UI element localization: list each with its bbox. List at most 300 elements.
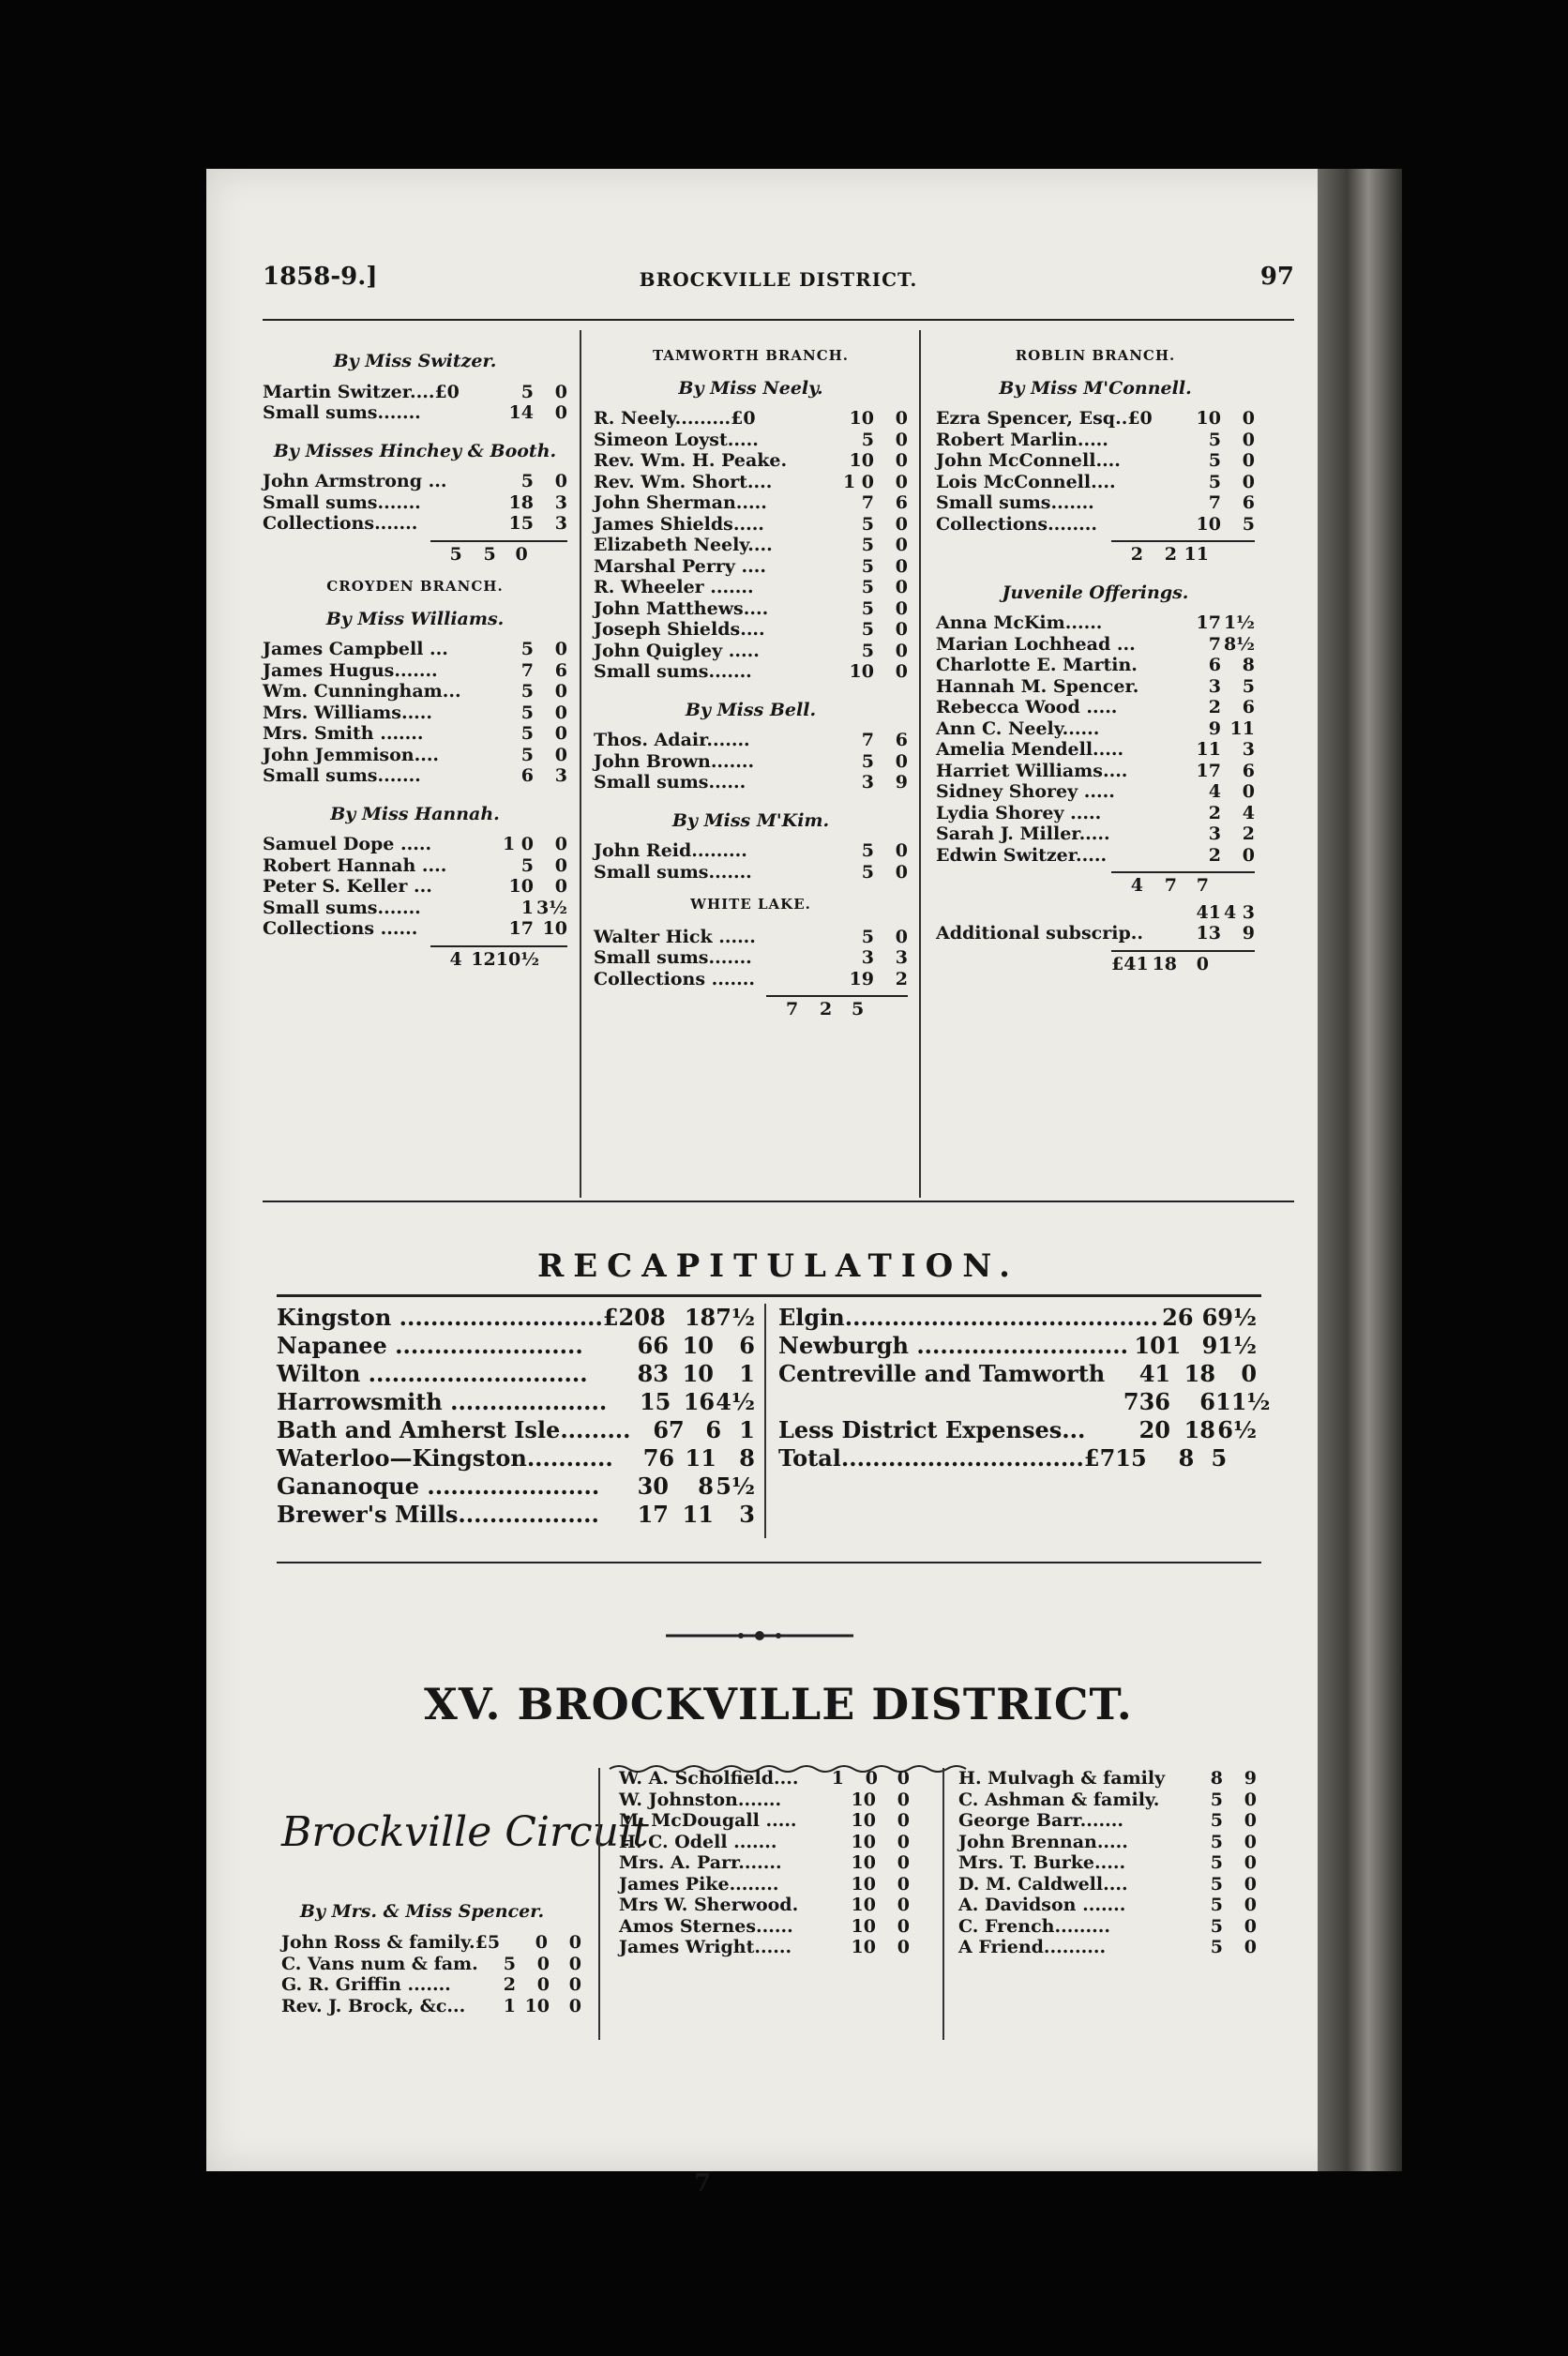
entry-amount: 5 <box>861 840 874 861</box>
entry-amount: 0 <box>554 744 567 765</box>
entry-row <box>619 1832 910 1853</box>
entry-name: Mrs W. Sherwood. <box>619 1895 799 1915</box>
entry-amount: 8 <box>1210 1768 1223 1789</box>
entry-name: Total...............................£715 <box>778 1444 1147 1472</box>
entry-name: Marian Lochhead ... <box>936 633 1136 655</box>
entry-name: John Quigley ..... <box>594 640 760 661</box>
entry-amount: 0 <box>895 577 908 597</box>
recap-row <box>277 1360 755 1388</box>
entry-amount: 5 <box>1210 1831 1223 1852</box>
collector-heading: By Miss M'Kim. <box>671 809 830 831</box>
entry-amount: 11 <box>682 1501 714 1528</box>
entry-name: George Barr....... <box>958 1810 1123 1831</box>
collector-heading: By Miss Bell. <box>685 699 817 720</box>
entry-amount: 10 <box>542 918 567 939</box>
entry-row <box>594 661 908 683</box>
entry-amount: 10 <box>1196 513 1221 535</box>
entry-amount: 0 <box>897 1831 910 1852</box>
recap-row <box>277 1501 755 1529</box>
entry-amount: 0 <box>895 535 908 555</box>
entry-amount: 0 <box>895 661 908 682</box>
entry-row <box>594 947 908 969</box>
entry-row <box>619 1937 910 1958</box>
entry-amount: 6 <box>520 765 534 786</box>
entry-amount: 0 <box>536 1953 550 1974</box>
entry-row <box>263 876 567 898</box>
entry-amount: 5 <box>520 744 534 765</box>
entry-name: M. McDougall ..... <box>619 1810 797 1831</box>
entry-amount: 5 <box>861 429 874 450</box>
entry-amount: 736 <box>1123 1388 1170 1415</box>
entry-name: Waterloo—Kingston........... <box>277 1444 613 1472</box>
entry-amount: 5 <box>1208 450 1221 471</box>
entry-amount: 0 <box>554 834 567 854</box>
entry-amount: 7½ <box>716 1304 755 1331</box>
entry-amount: 5 <box>1208 471 1221 492</box>
subtotal-amount: 5 <box>449 543 462 565</box>
entry-row <box>594 598 908 620</box>
entry-row <box>263 834 567 855</box>
entry-row <box>594 751 908 773</box>
entry-amount: 6 <box>1242 760 1255 781</box>
entry-name: H. C. Odell ....... <box>619 1831 777 1852</box>
entry-amount: 8 <box>739 1444 755 1472</box>
entry-name: R. Wheeler ....... <box>594 577 754 597</box>
entry-amount: 9 <box>1242 923 1255 944</box>
entry-row <box>594 450 908 472</box>
entry-amount: 7 <box>1208 492 1221 513</box>
entry-amount: 11½ <box>1215 1388 1271 1415</box>
entry-amount: 10 <box>851 1895 876 1915</box>
entry-amount: 83 <box>637 1360 669 1387</box>
collector-heading: Juvenile Offerings. <box>1002 581 1189 603</box>
entry-amount: 9 <box>895 772 908 793</box>
entry-amount: 5 <box>1210 1937 1223 1957</box>
subtotal-row <box>1111 540 1255 566</box>
entry-amount: 10 <box>851 1915 876 1937</box>
entry-amount: 3 <box>1208 823 1221 844</box>
entry-amount: 10 <box>508 876 534 897</box>
entry-name: Hannah M. Spencer. <box>936 675 1139 697</box>
entry-amount: 15 <box>508 513 534 534</box>
entry-row <box>594 772 908 793</box>
recap-row <box>778 1444 1257 1472</box>
entry-amount: 0 <box>895 429 908 450</box>
entry-name: Ezra Spencer, Esq..£0 <box>936 408 1153 429</box>
entry-amount: 0 <box>865 1768 878 1789</box>
column-1 <box>263 340 567 975</box>
entry-row <box>263 723 567 745</box>
entry-name: G. R. Griffin ....... <box>281 1974 451 1995</box>
recap-row <box>778 1416 1257 1444</box>
subtotal-amount: 2 <box>1130 544 1143 565</box>
subtotal-amount: 7 <box>786 999 799 1019</box>
entry-amount: 3 <box>739 1501 755 1528</box>
entry-row <box>958 1768 1257 1790</box>
entry-amount: 3 <box>861 947 874 968</box>
entry-row <box>619 1874 910 1895</box>
entry-amount: 5 <box>520 702 534 723</box>
entry-row <box>619 1852 910 1874</box>
entry-amount: 0 <box>554 854 567 876</box>
entry-amount: 3 <box>554 765 567 786</box>
circuit-divider <box>942 1768 944 2040</box>
entry-amount: 7 <box>861 492 874 513</box>
entry-amount: 0 <box>1242 429 1255 450</box>
entry-name: John Sherman..... <box>594 492 767 513</box>
entry-row <box>281 1974 581 1996</box>
entry-row <box>936 781 1255 803</box>
recap-top-rule <box>277 1294 1261 1297</box>
subtotal-amount: £41 <box>1111 953 1149 974</box>
entry-name: Mrs. Smith ....... <box>263 723 424 744</box>
recap-row <box>277 1388 755 1416</box>
subtotal-amount: 10½ <box>495 948 540 970</box>
entry-row <box>594 927 908 948</box>
entry-amount: 1 0 <box>502 834 534 854</box>
entry-amount: 17 <box>637 1501 669 1528</box>
subtotal-row <box>1111 950 1255 975</box>
entry-amount: 0 <box>554 723 567 744</box>
entry-name: John Armstrong ... <box>263 471 447 491</box>
entry-amount: 8 <box>698 1472 714 1500</box>
entry-amount: 5 <box>861 555 874 577</box>
entry-row <box>263 660 567 682</box>
entry-row <box>594 577 908 598</box>
recap-row <box>277 1444 755 1472</box>
subtotal-amount: 7 <box>1164 875 1177 896</box>
entry-amount: 66 <box>637 1332 669 1359</box>
entry-amount: 67 <box>653 1416 685 1443</box>
entry-amount: 0 <box>1244 1789 1257 1810</box>
subtotal-amount: 11 <box>1184 544 1209 565</box>
entry-amount: 10 <box>849 408 874 429</box>
entry-amount: 6½ <box>1217 1416 1257 1443</box>
recap-row <box>277 1472 755 1501</box>
entry-amount: 6 <box>1242 697 1255 717</box>
entry-name: Small sums....... <box>594 947 752 968</box>
entry-name: Thos. Adair....... <box>594 730 750 750</box>
entry-amount: 0 <box>554 876 567 897</box>
entry-name: Small sums....... <box>263 402 421 423</box>
entry-row <box>619 1810 910 1832</box>
entry-name: John McConnell.... <box>936 450 1121 471</box>
entry-amount: 18 <box>508 491 534 513</box>
entry-amount: 0 <box>1244 1915 1257 1937</box>
entry-amount: 0 <box>568 1974 581 1995</box>
entry-amount: 0 <box>895 597 908 619</box>
entry-amount: 0 <box>1244 1937 1257 1957</box>
collector-heading: By Miss Neely. <box>678 377 823 399</box>
entry-row <box>936 697 1255 718</box>
entry-amount: 0 <box>897 1768 910 1789</box>
entry-name: Napanee ........................ <box>277 1332 583 1359</box>
entry-amount: 5 <box>1210 1895 1223 1915</box>
entry-amount: 7 <box>520 659 534 681</box>
entry-name: John Jemmison.... <box>263 744 440 765</box>
entry-amount: 5 <box>1210 1915 1223 1937</box>
entry-row <box>263 702 567 724</box>
entry-amount: 26 <box>1162 1304 1194 1331</box>
entry-amount: 10 <box>682 1332 714 1359</box>
collector-heading: By Miss Hannah. <box>330 803 500 824</box>
entry-row <box>594 969 908 990</box>
entry-name: A. Davidson ....... <box>958 1895 1126 1915</box>
entry-amount: 5 <box>861 861 874 883</box>
entry-amount: 18 <box>1184 1360 1216 1387</box>
entry-name: Lydia Shorey ..... <box>936 802 1102 823</box>
entry-amount: 13 <box>1196 923 1221 944</box>
entry-amount: 18 <box>684 1304 716 1331</box>
entry-amount: 5 <box>861 750 874 772</box>
recap-row <box>778 1332 1257 1360</box>
entry-name: James Campbell ... <box>263 639 448 659</box>
entry-row <box>619 1895 910 1916</box>
entry-name: Mrs. T. Burke..... <box>958 1852 1126 1873</box>
entry-name: Elgin........................................ <box>778 1304 1158 1331</box>
entry-row <box>958 1852 1257 1874</box>
branch-heading: WHITE LAKE. <box>690 896 811 913</box>
entry-row <box>263 745 567 766</box>
entry-row <box>936 492 1255 514</box>
circuit-column-3 <box>958 1768 1257 1958</box>
entry-amount: 5 <box>1242 513 1255 535</box>
recap-row <box>778 1360 1257 1388</box>
entry-amount: 0 <box>897 1789 910 1810</box>
entry-amount: 0 <box>895 619 908 640</box>
entry-row <box>936 761 1255 782</box>
entry-amount: 0 <box>1242 844 1255 866</box>
entry-amount: 0 <box>1244 1873 1257 1895</box>
entry-amount: 2 <box>1208 844 1221 866</box>
entry-amount: 10 <box>524 1995 550 2016</box>
entry-name: John Brown....... <box>594 750 755 772</box>
column-3 <box>936 340 1255 980</box>
branch-heading: TAMWORTH BRANCH. <box>652 347 850 364</box>
entry-amount: 6 <box>895 492 908 513</box>
entry-name: A Friend.......... <box>958 1937 1107 1957</box>
entry-amount: 5 <box>1210 1873 1223 1895</box>
entry-row <box>958 1937 1257 1958</box>
recap-left <box>277 1304 755 1529</box>
header-title: BROCKVILLE DISTRICT. <box>639 268 918 291</box>
subtotal-amount: 2 <box>1164 544 1177 565</box>
entry-amount <box>1227 1444 1257 1472</box>
entry-amount: 9 <box>1201 1332 1218 1359</box>
entry-name: Collections ....... <box>594 968 755 989</box>
subtotal-amount: 0 <box>515 543 528 565</box>
entry-amount: 2 <box>1242 823 1255 844</box>
entry-row <box>281 1954 581 1975</box>
entry-name: Rev. Wm. Short.... <box>594 471 773 492</box>
entry-amount: 0 <box>895 640 908 661</box>
page-header <box>263 263 1294 300</box>
entry-name: Marshal Perry .... <box>594 555 767 577</box>
entry-amount: 17 <box>508 918 534 939</box>
entry-row <box>594 430 908 451</box>
subtotal-amount: 2 <box>820 999 833 1019</box>
entry-name: Amelia Mendell..... <box>936 739 1124 760</box>
entry-row <box>958 1874 1257 1895</box>
entry-row <box>936 739 1255 761</box>
circuit-title: Brockville Circuit <box>281 1808 649 1856</box>
entry-row <box>263 513 567 535</box>
entry-row <box>594 514 908 536</box>
entry-name: D. M. Caldwell.... <box>958 1873 1128 1895</box>
entry-row <box>936 514 1255 536</box>
collector-heading: By Miss M'Connell. <box>999 377 1192 399</box>
entry-amount: 1 <box>520 897 534 918</box>
entry-amount: 0 <box>897 1937 910 1957</box>
entry-row <box>936 803 1255 824</box>
header-rule <box>263 319 1294 321</box>
entry-amount: 5 <box>1211 1444 1228 1472</box>
entry-amount: 0 <box>568 1995 581 2016</box>
entry-amount: 5 <box>503 1953 516 1974</box>
entry-name: Edwin Switzer..... <box>936 844 1108 866</box>
entry-amount: 2 <box>1208 802 1221 823</box>
entry-name <box>778 1388 1105 1416</box>
entry-row <box>958 1790 1257 1811</box>
entry-name: James Pike........ <box>619 1873 779 1895</box>
entry-amount: 1 0 <box>842 471 874 492</box>
recap-divider <box>764 1304 766 1538</box>
entry-amount: 5 <box>861 597 874 619</box>
entry-amount: 11 <box>1229 717 1255 739</box>
entry-amount: 0 <box>897 1852 910 1873</box>
entry-row <box>958 1895 1257 1916</box>
entry-amount: 8 <box>1178 1444 1195 1472</box>
entry-row <box>263 382 567 403</box>
entry-amount: 4 3 <box>1223 901 1255 923</box>
entry-amount: 5 <box>861 535 874 555</box>
entry-amount: 5 <box>861 640 874 661</box>
recap-title: RECAPITULATION. <box>536 1247 1020 1285</box>
entry-amount: 5 <box>861 513 874 535</box>
entry-name: James Shields..... <box>594 513 764 535</box>
page-edge-shadow <box>1318 169 1402 2171</box>
entry-name: H. Mulvagh & family <box>958 1768 1166 1789</box>
entry-row <box>263 471 567 492</box>
entry-amount: 11 <box>685 1444 716 1472</box>
entry-amount: 5 <box>520 723 534 744</box>
entry-name: Joseph Shields.... <box>594 619 765 640</box>
entry-name: Sarah J. Miller..... <box>936 823 1110 844</box>
entry-amount: 5 <box>1210 1852 1223 1873</box>
entry-amount: 0 <box>895 513 908 535</box>
entry-name: James Wright...... <box>619 1937 792 1957</box>
column-2 <box>594 340 908 1026</box>
entry-amount: 2 <box>895 968 908 989</box>
signature-number: 7 <box>694 2169 712 2197</box>
entry-name: Harrowsmith .................... <box>277 1388 608 1415</box>
entry-amount: 0 <box>554 681 567 702</box>
entry-row <box>594 492 908 514</box>
entry-row <box>594 472 908 493</box>
entry-name: Harriet Williams.... <box>936 760 1128 781</box>
branch-heading: ROBLIN BRANCH. <box>1015 347 1176 364</box>
entry-amount: 10 <box>849 450 874 471</box>
entry-row <box>263 639 567 660</box>
entry-amount: 5 <box>1208 429 1221 450</box>
entry-amount: 1½ <box>1223 612 1255 633</box>
entry-amount: 0 <box>1244 1831 1257 1852</box>
entry-name: Mrs. Williams..... <box>263 702 433 723</box>
entry-amount: 7 <box>861 730 874 750</box>
entry-amount: 5 <box>1210 1789 1223 1810</box>
entry-amount: 0 <box>1242 450 1255 471</box>
recap-bottom-rule <box>277 1562 1261 1563</box>
entry-amount: 0 <box>895 408 908 429</box>
column-divider <box>919 330 921 1198</box>
entry-amount: 4½ <box>716 1388 755 1415</box>
entry-name: Collections....... <box>263 513 418 534</box>
entry-amount: 10 <box>851 1852 876 1873</box>
entry-amount: 6 <box>1201 1304 1218 1331</box>
entry-amount: 0 <box>895 555 908 577</box>
book-page <box>206 169 1397 2197</box>
entry-row <box>594 641 908 662</box>
entry-amount: 76 <box>642 1444 675 1472</box>
entry-amount: 0 <box>568 1932 581 1953</box>
entry-amount: 10 <box>849 661 874 682</box>
entry-name: Gananoque ...................... <box>277 1472 600 1500</box>
entry-amount: 8½ <box>1223 633 1255 655</box>
entry-amount: 3 <box>554 491 567 513</box>
entry-row <box>958 1810 1257 1832</box>
entry-amount: 0 <box>1242 408 1255 429</box>
entry-row <box>281 1996 581 2017</box>
circuit-collector: By Mrs. & Miss Spencer. <box>299 1901 545 1922</box>
entry-amount: 2 <box>1208 697 1221 717</box>
entry-name: Collections........ <box>936 513 1097 535</box>
entry-amount: 10 <box>851 1831 876 1852</box>
entry-name: Robert Hannah .... <box>263 854 447 876</box>
recap-row <box>778 1304 1257 1332</box>
recap-row <box>277 1304 755 1332</box>
entry-name: Ann C. Neely...... <box>936 717 1100 739</box>
entry-amount: 10 <box>851 1873 876 1895</box>
entry-amount: 10 <box>682 1360 714 1387</box>
column-divider <box>580 330 581 1198</box>
entry-amount: 3 <box>1208 675 1221 697</box>
entry-row <box>594 556 908 578</box>
entry-amount: 7 <box>1208 633 1221 655</box>
entry-amount: 9 <box>1244 1768 1257 1789</box>
branch-heading: CROYDEN BRANCH. <box>326 578 504 595</box>
entry-amount: 0 <box>1241 1360 1258 1387</box>
entry-name: John Reid......... <box>594 840 747 861</box>
entry-amount: 5 <box>1242 675 1255 697</box>
entry-amount: 6 <box>554 659 567 681</box>
entry-amount: 6 <box>1199 1388 1215 1415</box>
entry-name: Small sums....... <box>594 861 752 883</box>
circuit-divider <box>598 1768 600 2040</box>
recap-row <box>778 1388 1271 1416</box>
collector-heading: By Miss Williams. <box>325 608 505 629</box>
entry-name: Peter S. Keller ... <box>263 876 432 897</box>
entry-amount: 0 <box>895 450 908 471</box>
entry-name: Lois McConnell.... <box>936 471 1116 492</box>
entry-row <box>594 408 908 430</box>
entry-name: R. Neely.........£0 <box>594 408 756 429</box>
entry-amount: 10 <box>851 1810 876 1831</box>
entry-name: Rev. J. Brock, &c... <box>281 1995 466 2016</box>
entry-amount: 41 <box>1138 1360 1171 1387</box>
subtotal-row <box>766 995 908 1020</box>
subtotal-row <box>430 540 567 566</box>
entry-amount: 0 <box>1242 471 1255 492</box>
